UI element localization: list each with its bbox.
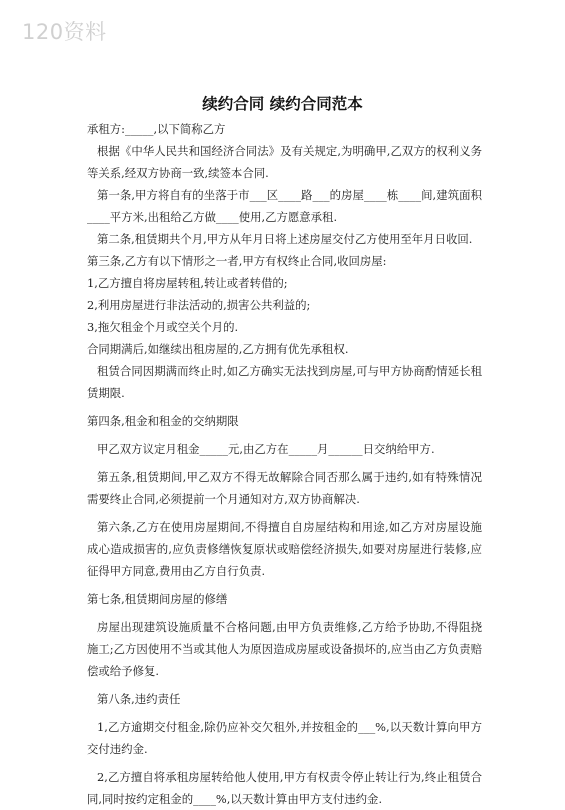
article-8-heading: 第八条,违约责任 <box>97 692 181 706</box>
article-4-paragraph: 甲乙双方议定月租金_____元,由乙方在_____月______日交纳给甲方. <box>97 442 435 456</box>
article-6-paragraph: 第六条,乙方在使用房屋期间,不得擅自自房屋结构和用途,如乙方对房屋设施成心造成损害的,应负责修缮恢复原状或赔偿经济损失,如要对房屋进行装修,应征得甲方同意,费用由乙方自行负责. <box>87 520 482 578</box>
article-5-paragraph: 第五条,租赁期间,甲乙双方不得无故解除合同否那么属于违约,如有特殊情况需要终止合同,必须提前一个月通知对方,双方协商解决. <box>87 470 482 506</box>
article-2-paragraph: 第二条,租赁期共个月,甲方从年月日将上述房屋交付乙方使用至年月日收回. <box>97 232 473 246</box>
extension-paragraph: 租赁合同因期满而终止时,如乙方确实无法找到房屋,可与甲方协商酌情延长租赁期限. <box>87 364 482 400</box>
article-7-heading: 第七条,租赁期间房屋的修缮 <box>87 592 228 606</box>
watermark-logo: 120资料 <box>22 20 107 44</box>
document-title: 续约合同 续约合同范本 <box>202 95 363 113</box>
article-3-item-2: 2,利用房屋进行非法活动的,损害公共利益的; <box>87 298 311 312</box>
article-3-item-1: 1,乙方擅自将房屋转租,转让或者转借的; <box>87 276 288 290</box>
article-1-paragraph: 第一条,甲方将自有的坐落于市___区____路___的房屋____栋____间,建筑面积____平方米,出租给乙方做____使用,乙方愿意承租. <box>87 188 482 224</box>
lessee-line: 承租方:_____,以下简称乙方 <box>87 122 226 136</box>
article-4-heading: 第四条,租金和租金的交纳期限 <box>87 414 239 428</box>
article-8-item-2: 2,乙方擅自将承租房屋转给他人使用,甲方有权责令停止转让行为,终止租赁合同,同时按约定租金的____%,以天数计算由甲方支付违约金. <box>87 770 482 806</box>
article-3-heading: 第三条,乙方有以下情形之一者,甲方有权终止合同,收回房屋: <box>87 254 387 268</box>
preamble-paragraph: 根据《中华人民共和国经济合同法》及有关规定,为明确甲,乙双方的权利义务等关系,经双方协商一致,续签本合同. <box>87 144 482 180</box>
article-3-item-3: 3,拖欠租金个月或空关个月的. <box>87 320 239 334</box>
article-7-paragraph: 房屋出现建筑设施质量不合格问题,由甲方负责维修,乙方给予协助,不得阻挠施工;乙方因使用不当或其他人为原因造成房屋或设备损坏的,应当由乙方负责赔偿或给予修复. <box>87 620 482 678</box>
renewal-priority-paragraph: 合同期满后,如继续出租房屋的,乙方拥有优先承租权. <box>87 342 349 356</box>
document-body <box>87 118 482 810</box>
article-8-item-1: 1,乙方逾期交付租金,除仍应补交欠租外,并按租金的___%,以天数计算向甲方交付违约金. <box>87 720 482 756</box>
